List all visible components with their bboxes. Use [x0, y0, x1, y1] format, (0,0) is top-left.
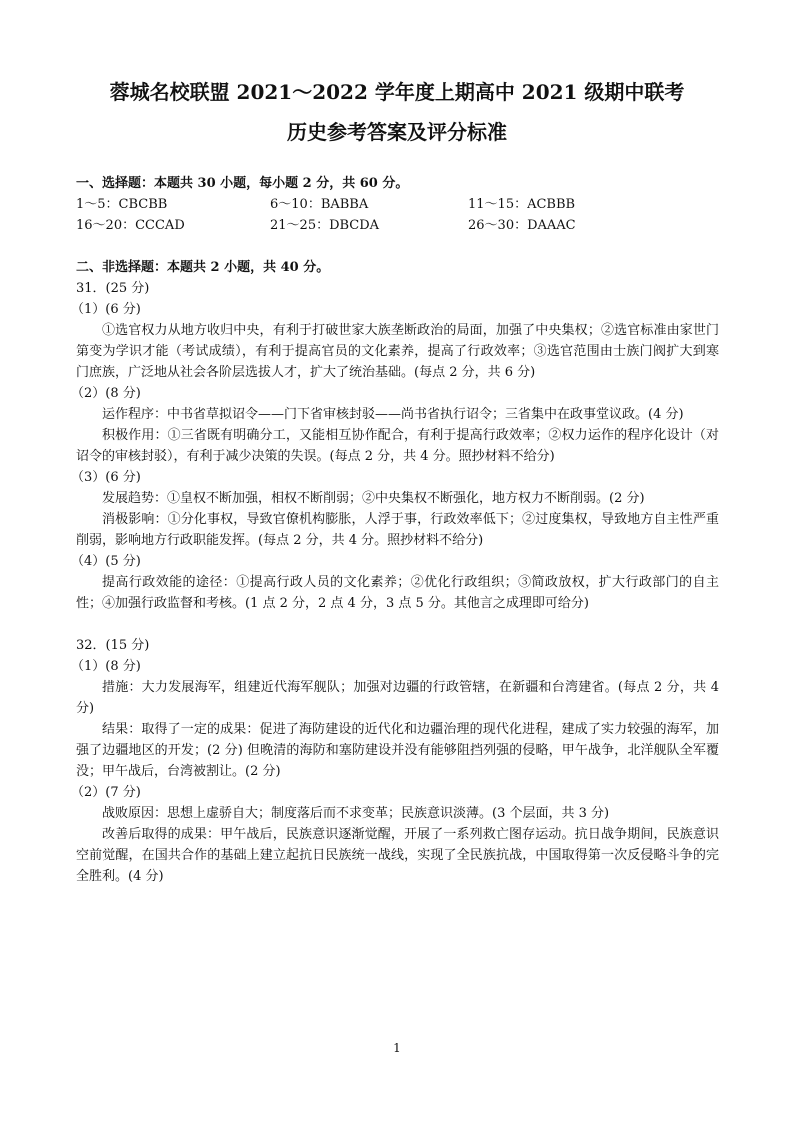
q31-part-4-answer: 提高行政效能的途径：①提高行政人员的文化素养；②优化行政组织；③简政放权，扩大行政部门的自主性；④加强行政监督和考核。(1 点 2 分，2 点 4 分，3 点 5 分。其他言之成理即可给分): [76, 575, 719, 611]
q31-part-4-label: （4）(5 分): [71, 554, 141, 569]
q32-part-1-measures: 措施：大力发展海军，组建近代海军舰队；加强对边疆的行政管辖，在新疆和台湾建省。(每点 2 分，共 4 分): [76, 680, 719, 716]
mc-answers-row-2: [76, 215, 719, 236]
mc-answer-group: 6～10：BABBA: [270, 197, 369, 212]
mc-answer-group: 21～25：DBCDA: [270, 218, 380, 233]
mc-answers-row-1: [76, 194, 719, 215]
section-1-heading: 一、选择题：本题共 30 小题，每小题 2 分，共 60 分。: [76, 176, 409, 191]
q31-part-3-label: （3）(6 分): [71, 470, 141, 485]
q31-part-3-trend: 发展趋势：①皇权不断加强，相权不断削弱；②中央集权不断强化，地方权力不断削弱。(2 分): [102, 491, 645, 506]
question-31-label: 31．(25 分): [76, 281, 150, 296]
q31-part-2-label: （2）(8 分): [71, 386, 141, 401]
q31-part-1-label: （1）(6 分): [71, 302, 141, 317]
q31-part-2-procedure: 运作程序：中书省草拟诏令——门下省审核封驳——尚书省执行诏令；三省集中在政事堂议政。(4 分): [102, 407, 684, 422]
mc-answer-group: 11～15：ACBBB: [468, 197, 576, 212]
question-32-label: 32．(15 分): [76, 638, 150, 653]
document-subtitle: 历史参考答案及评分标准: [287, 120, 507, 144]
q31-part-2-effects: 积极作用：①三省既有明确分工，又能相互协作配合，有利于提高行政效率；②权力运作的程序化设计（对诏令的审核封驳），有利于减少决策的失误。(每点 2 分，共 4 分。照抄材料不给分): [76, 428, 719, 464]
q32-part-2-label: （2）(7 分): [71, 785, 141, 800]
q32-part-1-results: 结果：取得了一定的成果：促进了海防建设的近代化和边疆治理的现代化进程，建成了实力较强的海军，加强了边疆地区的开发；(2 分) 但晚清的海防和塞防建设并没有能够阻挡列强的侵略，甲午战争，北洋舰队全军覆没；甲午战后，台湾被割让。(2 分): [76, 722, 719, 779]
page-number: 1: [393, 1041, 401, 1055]
mc-answer-group: 26～30：DAAAC: [468, 218, 576, 233]
mc-answer-group: 16～20：CCCAD: [76, 218, 185, 233]
q32-part-2-outcomes: 改善后取得的成果：甲午战后，民族意识逐渐觉醒，开展了一系列救亡图存运动。抗日战争期间，民族意识空前觉醒，在国共合作的基础上建立起抗日民族统一战线，实现了全民族抗战，中国取得第一次反侵略斗争的完全胜利。(4 分): [76, 827, 719, 884]
mc-answer-group: 1～5：CBCBB: [76, 197, 168, 212]
answer-key-body: [71, 173, 719, 887]
section-2-heading: 二、非选择题：本题共 2 小题，共 40 分。: [76, 260, 330, 275]
q31-part-1-answer: ①选官权力从地方收归中央，有利于打破世家大族垄断政治的局面，加强了中央集权；②选官标准由家世门第变为学识才能（考试成绩），有利于提高官员的文化素养，提高了行政效率；③选官范围由士族门阀扩大到寒门庶族，广泛地从社会各阶层选拔人才，扩大了统治基础。(每点 2 分，共 6 分): [76, 323, 719, 380]
document-title: 蓉城名校联盟 2021～2022 学年度上期高中 2021 级期中联考: [109, 80, 685, 104]
q31-part-3-impact: 消极影响：①分化事权，导致官僚机构膨胀，人浮于事，行政效率低下；②过度集权，导致地方自主性严重削弱，影响地方行政职能发挥。(每点 2 分，共 4 分。照抄材料不给分): [76, 512, 719, 548]
q32-part-1-label: （1）(8 分): [71, 659, 141, 674]
q32-part-2-reasons: 战败原因：思想上虚骄自大；制度落后而不求变革；民族意识淡薄。(3 个层面，共 3 分): [102, 806, 610, 821]
